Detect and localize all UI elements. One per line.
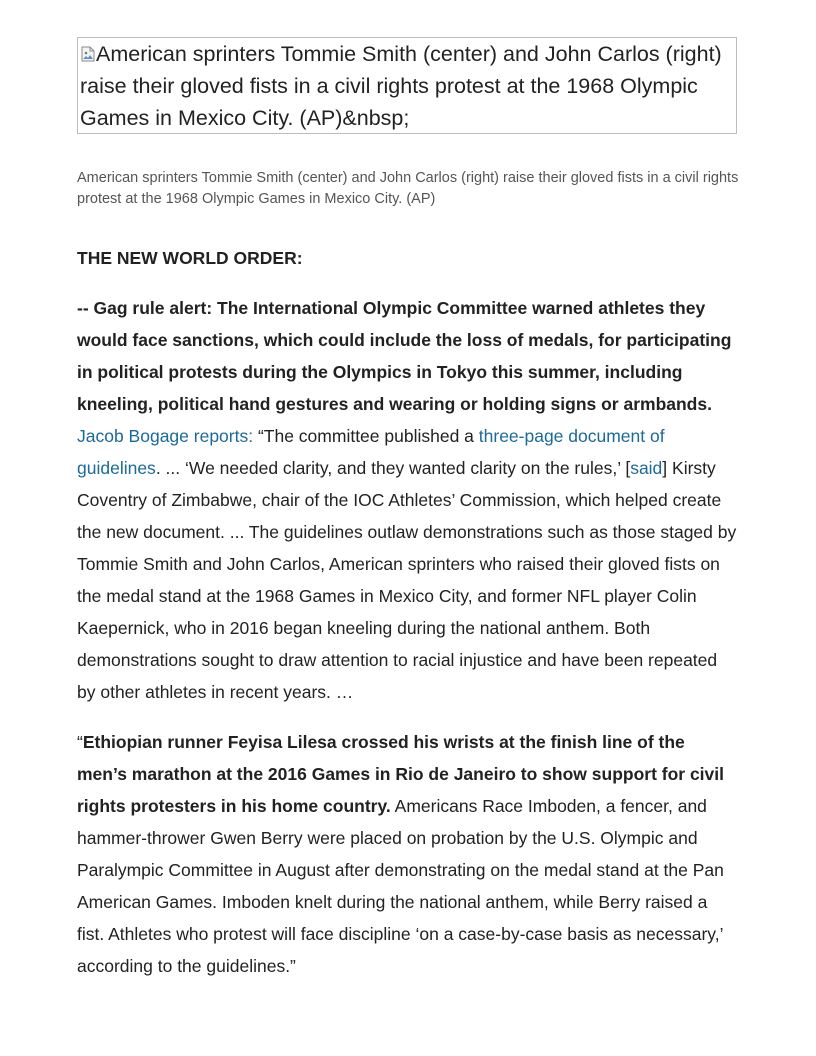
broken-image-icon <box>80 46 96 62</box>
image-caption: American sprinters Tommie Smith (center) and John Carlos (right) raise their gloved fists in a civil rights protest at the 1968 Olympic Games in Mexico City. (AP) <box>77 170 739 207</box>
paragraph-gag-rule <box>77 292 739 708</box>
open-quote: “ <box>77 732 83 752</box>
link-said[interactable]: said <box>630 458 663 478</box>
broken-image-placeholder <box>77 37 737 134</box>
paragraph-bold-lead: -- Gag rule alert: The International Olympic Committee warned athletes they would face sanctions, which could include the loss of medals, for participating in political protests during the Olympics in Tokyo this summer, including kneeling, political hand gestures and wearing or holding signs or armbands. <box>77 298 732 414</box>
section-heading: THE NEW WORLD ORDER: <box>77 248 303 268</box>
link-jacob-bogage-reports[interactable]: Jacob Bogage reports: <box>77 426 254 446</box>
link-guidelines-document[interactable]: three-page document of guidelines <box>77 426 665 478</box>
paragraph-text: ] Kirsty Coventry of Zimbabwe, chair of the IOC Athletes’ Commission, which helped create the new document. ... The guidelines outlaw demonstrations such as those staged by Tommie Smith and John Carlos, American sprinters who raised their gloved fists on the medal stand at the 1968 Games in Mexico City, and former NFL player Colin Kaepernick, who in 2016 began kneeling during the national anthem. Both demonstrations sought to draw attention to racial injustice and have been repeated by other athletes in recent years. … <box>77 458 737 702</box>
paragraph-bold-lead: Ethiopian runner Feyisa Lilesa crossed his wrists at the finish line of the men’s marathon at the 2016 Games in Rio de Janeiro to show support for civil rights protesters in his home country. <box>77 732 725 816</box>
paragraph-feyisa-lilesa <box>77 726 739 982</box>
paragraph-text: Americans Race Imboden, a fencer, and hammer-thrower Gwen Berry were placed on probation by the U.S. Olympic and Paralympic Committee in August after demonstrating on the medal stand at the Pan American Games. Imboden knelt during the national anthem, while Berry raised a fist. Athletes who protest will face discipline ‘on a case-by-case basis as necessary,’ according to the guidelines.” <box>77 796 724 976</box>
paragraph-text: “The committee published a <box>253 426 479 446</box>
paragraph-text: . ... ‘We needed clarity, and they wanted clarity on the rules,’ [ <box>155 458 631 478</box>
image-alt-text: American sprinters Tommie Smith (center) and John Carlos (right) raise their gloved fists in a civil rights protest at the 1968 Olympic Games in Mexico City. (AP)&nbsp; <box>80 42 722 130</box>
